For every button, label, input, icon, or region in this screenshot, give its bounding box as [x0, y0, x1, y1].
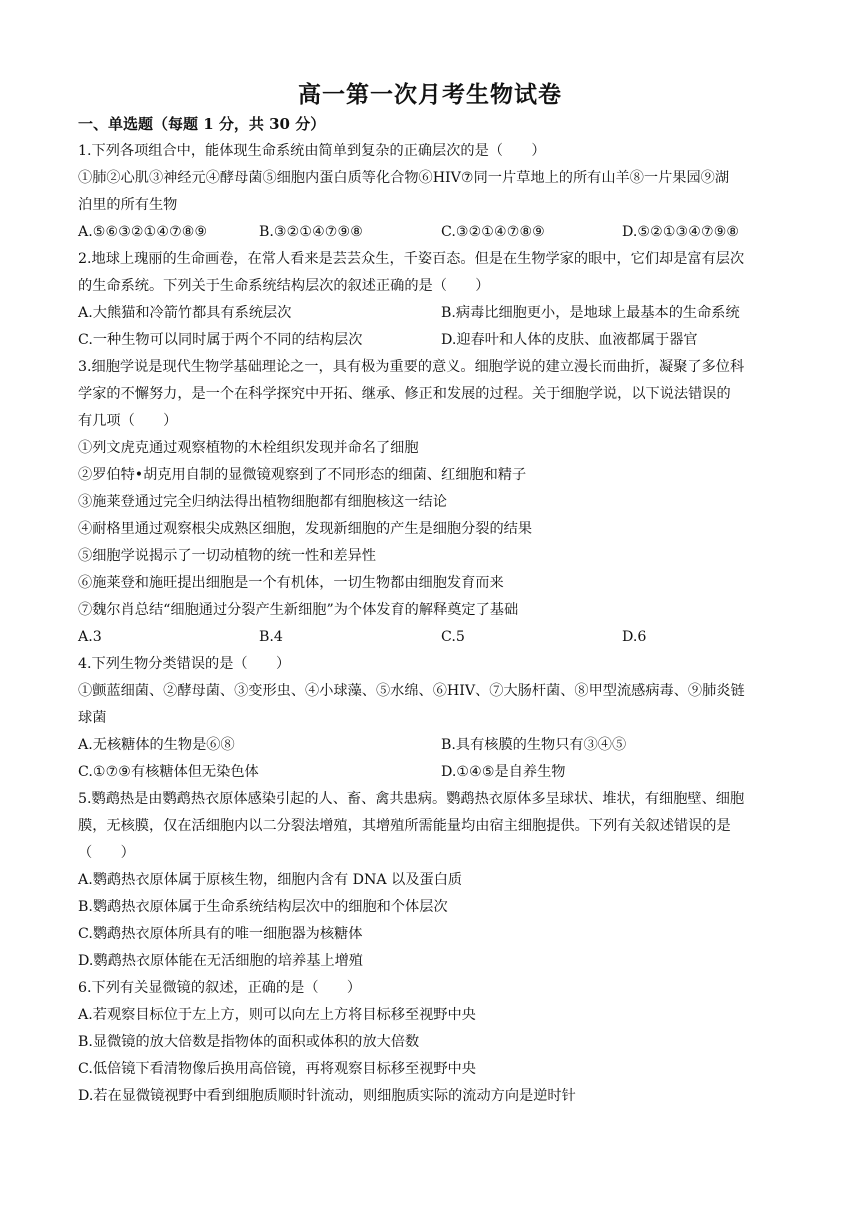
q4-option-b: B.具有核膜的生物只有③④⑤ [441, 737, 627, 753]
q5-stem: 5.鹦鹉热是由鹦鹉热衣原体感染引起的人、畜、禽共患病。鹦鹉热衣原体多呈球状、堆状，有细胞壁、细胞 [78, 791, 745, 807]
page-title: 高一第一次月考生物试卷 [298, 81, 562, 108]
q2-stem-cont: 的生命系统。下列关于生命系统结构层次的叙述正确的是（ ） [78, 278, 490, 294]
q6-option-b: B.显微镜的放大倍数是指物体的面积或体积的放大倍数 [78, 1034, 420, 1050]
q3-statement: ⑤细胞学说揭示了一切动植物的统一性和差异性 [78, 548, 376, 564]
q5-stem-cont: 膜，无核膜，仅在活细胞内以二分裂法增殖，其增殖所需能量均由宿主细胞提供。下列有关叙述错误的是 [78, 818, 731, 834]
q2-option-b: B.病毒比细胞更小，是地球上最基本的生命系统 [441, 305, 740, 321]
q5-option-b: B.鹦鹉热衣原体属于生命系统结构层次中的细胞和个体层次 [78, 899, 448, 915]
q4-items-cont: 球菌 [78, 710, 107, 726]
q4-option-d: D.①④⑤是自养生物 [441, 764, 566, 780]
q3-statement: ⑦魏尔肖总结“细胞通过分裂产生新细胞”为个体发育的解释奠定了基础 [78, 602, 519, 618]
q3-option-a: A.3 [78, 629, 102, 645]
q3-option-d: D.6 [622, 629, 647, 645]
q4-option-c: C.①⑦⑨有核糖体但无染色体 [78, 764, 259, 780]
q5-option-c: C.鹦鹉热衣原体所具有的唯一细胞器为核糖体 [78, 926, 363, 942]
q3-statement: ③施莱登通过完全归纳法得出植物细胞都有细胞核这一结论 [78, 494, 447, 510]
q6-option-a: A.若观察目标位于左上方，则可以向左上方将目标移至视野中央 [78, 1007, 476, 1023]
q3-statement: ①列文虎克通过观察植物的木栓组织发现并命名了细胞 [78, 440, 419, 456]
q6-stem: 6.下列有关显微镜的叙述，正确的是（ ） [78, 980, 362, 996]
q1-option-c: C.③②①④⑦⑧⑨ [441, 224, 545, 240]
q3-option-c: C.5 [441, 629, 465, 645]
section-heading: 一、单选题（每题 1 分，共 30 分） [78, 115, 326, 133]
q1-option-b: B.③②①④⑦⑨⑧ [259, 224, 363, 240]
q1-option-a: A.⑤⑥③②①④⑦⑧⑨ [78, 224, 208, 240]
q2-option-c: C.一种生物可以同时属于两个不同的结构层次 [78, 332, 363, 348]
q5-option-a: A.鹦鹉热衣原体属于原核生物，细胞内含有 DNA 以及蛋白质 [78, 872, 463, 888]
q2-option-a: A.大熊猫和冷箭竹都具有系统层次 [78, 305, 292, 321]
q3-statement: ④耐格里通过观察根尖成熟区细胞，发现新细胞的产生是细胞分裂的结果 [78, 521, 533, 537]
q4-option-a: A.无核糖体的生物是⑥⑧ [78, 737, 235, 753]
q5-stem-end: （ ） [78, 845, 135, 861]
q1-items: ①肺②心肌③神经元④酵母菌⑤细胞内蛋白质等化合物⑥HIV⑦同一片草地上的所有山羊⑧一片果园⑨湖 [78, 170, 730, 186]
q3-stem: 3.细胞学说是现代生物学基础理论之一，具有极为重要的意义。细胞学说的建立漫长而曲折，凝聚了多位科 [78, 359, 745, 375]
q1-items-cont: 泊里的所有生物 [78, 197, 178, 213]
q4-stem: 4.下列生物分类错误的是（ ） [78, 656, 291, 672]
q3-option-b: B.4 [259, 629, 283, 645]
q3-stem-end: 有几项（ ） [78, 413, 178, 429]
q2-stem: 2.地球上瑰丽的生命画卷，在常人看来是芸芸众生，千姿百态。但是在生物学家的眼中，它们却是富有层次 [78, 251, 745, 267]
q2-option-d: D.迎春叶和人体的皮肤、血液都属于器官 [441, 332, 698, 348]
q6-option-d: D.若在显微镜视野中看到细胞质顺时针流动，则细胞质实际的流动方向是逆时针 [78, 1088, 576, 1104]
q4-items: ①颤蓝细菌、②酵母菌、③变形虫、④小球藻、⑤水绵、⑥HIV、⑦大肠杆菌、⑧甲型流感病毒、⑨肺炎链 [78, 683, 745, 699]
q1-option-d: D.⑤②①③④⑦⑨⑧ [622, 224, 740, 240]
q3-statement: ②罗伯特•胡克用自制的显微镜观察到了不同形态的细菌、红细胞和精子 [78, 467, 527, 483]
q5-option-d: D.鹦鹉热衣原体能在无活细胞的培养基上增殖 [78, 953, 363, 969]
q6-option-c: C.低倍镜下看清物像后换用高倍镜，再将观察目标移至视野中央 [78, 1061, 476, 1077]
q1-stem: 1.下列各项组合中，能体现生命系统由简单到复杂的正确层次的是（ ） [78, 143, 546, 159]
q3-statement: ⑥施莱登和施旺提出细胞是一个有机体，一切生物都由细胞发育而来 [78, 575, 504, 591]
q3-stem-cont: 学家的不懈努力，是一个在科学探究中开拓、继承、修正和发展的过程。关于细胞学说，以下说法错误的 [78, 386, 731, 402]
